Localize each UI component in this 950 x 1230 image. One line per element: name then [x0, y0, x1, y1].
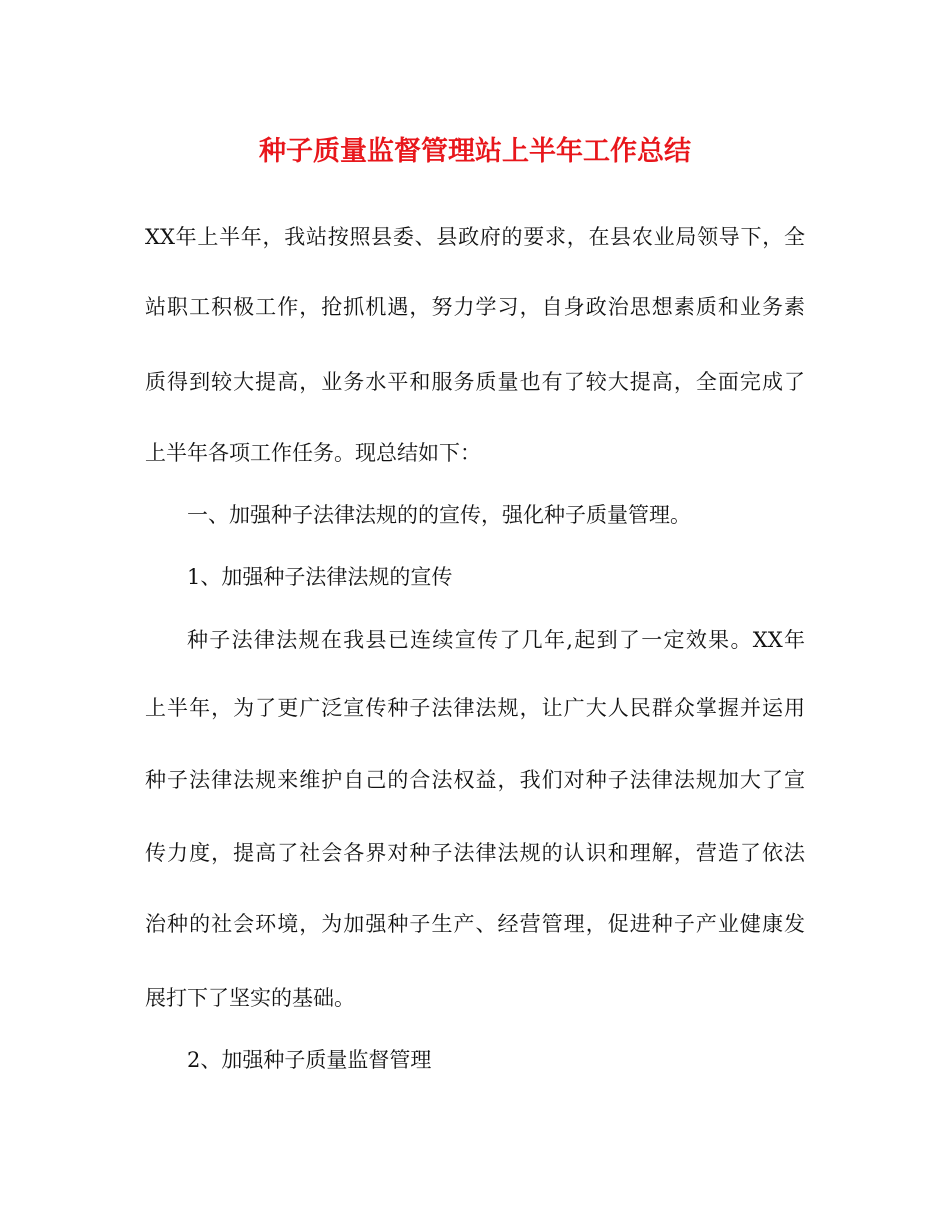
paragraph-line: 上半年，为了更广泛宣传种子法律法规，让广大人民群众掌握并运用 [145, 696, 805, 720]
paragraph-line: 传力度，提高了社会各界对种子法律法规的认识和理解，营造了依法 [145, 841, 805, 865]
paragraph-line: 质得到较大提高，业务水平和服务质量也有了较大提高，全面完成了 [145, 370, 805, 394]
paragraph-line: 上半年各项工作任务。现总结如下： [145, 441, 481, 465]
document-title: 种子质量监督管理站上半年工作总结 [259, 136, 691, 167]
paragraph-line: 站职工积极工作，抢抓机遇，努力学习，自身政治思想素质和业务素 [145, 295, 805, 319]
paragraph-line: 种子法律法规来维护自己的合法权益，我们对种子法律法规加大了宣 [145, 768, 805, 792]
paragraph-line: 展打下了坚实的基础。 [145, 986, 355, 1010]
paragraph-line: 种子法律法规在我县已连续宣传了几年,起到了一定效果。XX年 [187, 628, 805, 652]
paragraph-line: XX年上半年，我站按照县委、县政府的要求，在县农业局领导下，全 [145, 225, 805, 249]
subsection-heading: 1、加强种子法律法规的宣传 [187, 565, 453, 589]
paragraph-line: 治种的社会环境，为加强种子生产、经营管理，促进种子产业健康发 [145, 912, 805, 936]
subsection-heading: 2、加强种子质量监督管理 [187, 1048, 432, 1072]
section-heading: 一、加强种子法律法规的的宣传，强化种子质量管理。 [187, 503, 691, 527]
